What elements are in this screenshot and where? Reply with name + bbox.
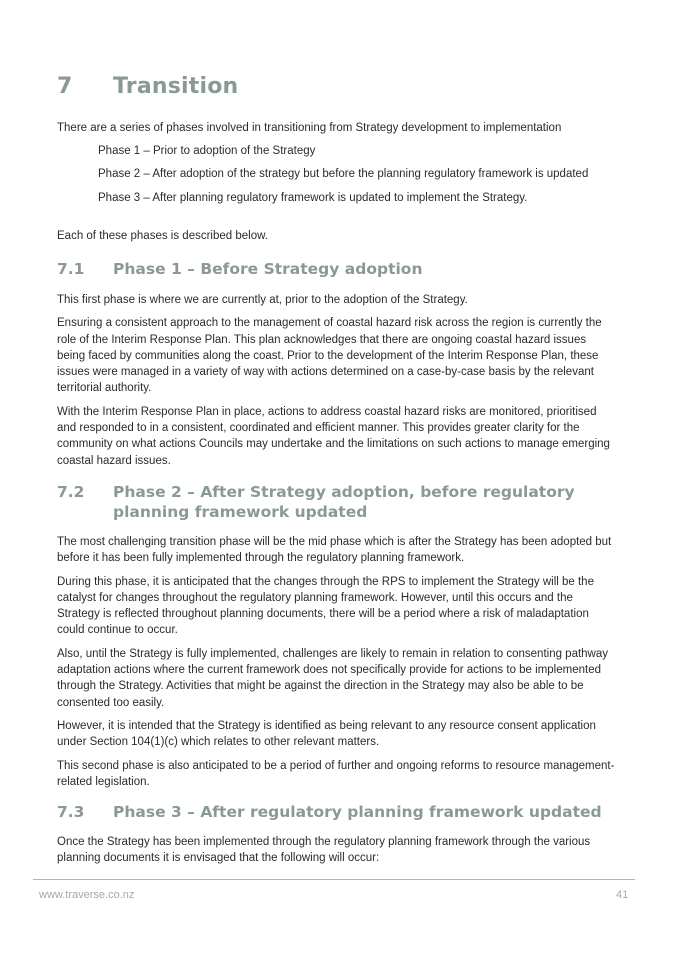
phases-note-block bbox=[57, 228, 617, 244]
paragraph: This first phase is where we are currently at, prior to the adoption of the Strategy. bbox=[57, 294, 468, 306]
section-number: 7.3 bbox=[57, 803, 85, 821]
section-7-1-heading-block bbox=[57, 259, 617, 279]
intro-block bbox=[57, 120, 617, 136]
footer-url: www.traverse.co.nz bbox=[39, 889, 135, 901]
paragraph: However, it is intended that the Strategy is identified as being relevant to any resource consent application under Section 104(1)(c) which relates to other relevant matters. bbox=[57, 719, 596, 749]
section-7-3-heading bbox=[57, 802, 617, 822]
paragraph: Also, until the Strategy is fully implemented, challenges are likely to remain in relation to consenting pathway adaptation actions where the current framework does not specifically provide for actions to be implemented through the Strategy. Activities that might be against the direction in the Strategy may also be able to be consented too easily. bbox=[57, 647, 609, 709]
section-number: 7.2 bbox=[57, 483, 85, 501]
paragraph: With the Interim Response Plan in place, actions to address coastal hazard risks are monitored, prioritised and responded to in a consistent, coordinated and efficient manner. This provides greater clarity for the community on what actions Councils may undertake and the limitations on such actions to manage emerging coastal hazard issues. bbox=[57, 405, 610, 467]
section-7-1-body bbox=[57, 292, 617, 469]
paragraph: Once the Strategy has been implemented through the regulatory planning framework through the various planning documents it is envisaged that the following will occur: bbox=[57, 836, 591, 865]
section-7-1-heading bbox=[57, 259, 617, 279]
chapter-heading bbox=[57, 74, 238, 99]
page-number: 41 bbox=[616, 889, 629, 901]
phase-item-1: Phase 1 – Prior to adoption of the Strategy bbox=[98, 145, 316, 157]
intro-paragraph: There are a series of phases involved in transitioning from Strategy development to implementation bbox=[57, 122, 562, 134]
phase-item-3: Phase 3 – After planning regulatory framework is updated to implement the Strategy. bbox=[98, 191, 528, 204]
chapter-title: Transition bbox=[113, 74, 239, 99]
section-number: 7.1 bbox=[57, 260, 85, 278]
section-title: Phase 2 – After Strategy adoption, before regulatory planning framework updated bbox=[113, 483, 575, 521]
section-7-3-heading-block bbox=[57, 802, 617, 822]
section-title: Phase 3 – After regulatory planning framework updated bbox=[113, 803, 602, 821]
footer-divider bbox=[33, 879, 635, 880]
phases-note: Each of these phases is described below. bbox=[57, 230, 268, 242]
section-7-2-heading bbox=[57, 482, 617, 522]
phase-item-2: Phase 2 – After adoption of the strategy but before the planning regulatory framework is updated bbox=[98, 168, 589, 181]
paragraph: The most challenging transition phase will be the mid phase which is after the Strategy has been adopted but before it has been fully implemented through the regulatory planning framework. bbox=[57, 536, 612, 565]
section-7-3-body bbox=[57, 834, 617, 867]
chapter-number: 7 bbox=[57, 74, 73, 99]
phase-list bbox=[57, 143, 617, 206]
section-7-2-body bbox=[57, 534, 617, 790]
section-7-2-heading-block bbox=[57, 482, 617, 522]
section-title: Phase 1 – Before Strategy adoption bbox=[113, 260, 423, 278]
paragraph: Ensuring a consistent approach to the management of coastal hazard risk across the region is currently the role of the Interim Response Plan. This plan acknowledges that there are ongoing coastal hazard issues being faced by communities along the coast. Prior to the development of the Interim Response Plan, these issues were managed in a variety of way with actions determined on a case-by-case basis by the relevant territorial authority. bbox=[57, 317, 602, 395]
paragraph: During this phase, it is anticipated that the changes through the RPS to implement the Strategy will be the catalyst for changes throughout the regulatory planning framework. However, until this occurs and the Strategy is reflected throughout planning documents, there will be a period where a risk of maladaptation could continue to occur. bbox=[57, 575, 594, 637]
paragraph: This second phase is also anticipated to be a period of further and ongoing reforms to resource management-related legislation. bbox=[57, 759, 615, 788]
